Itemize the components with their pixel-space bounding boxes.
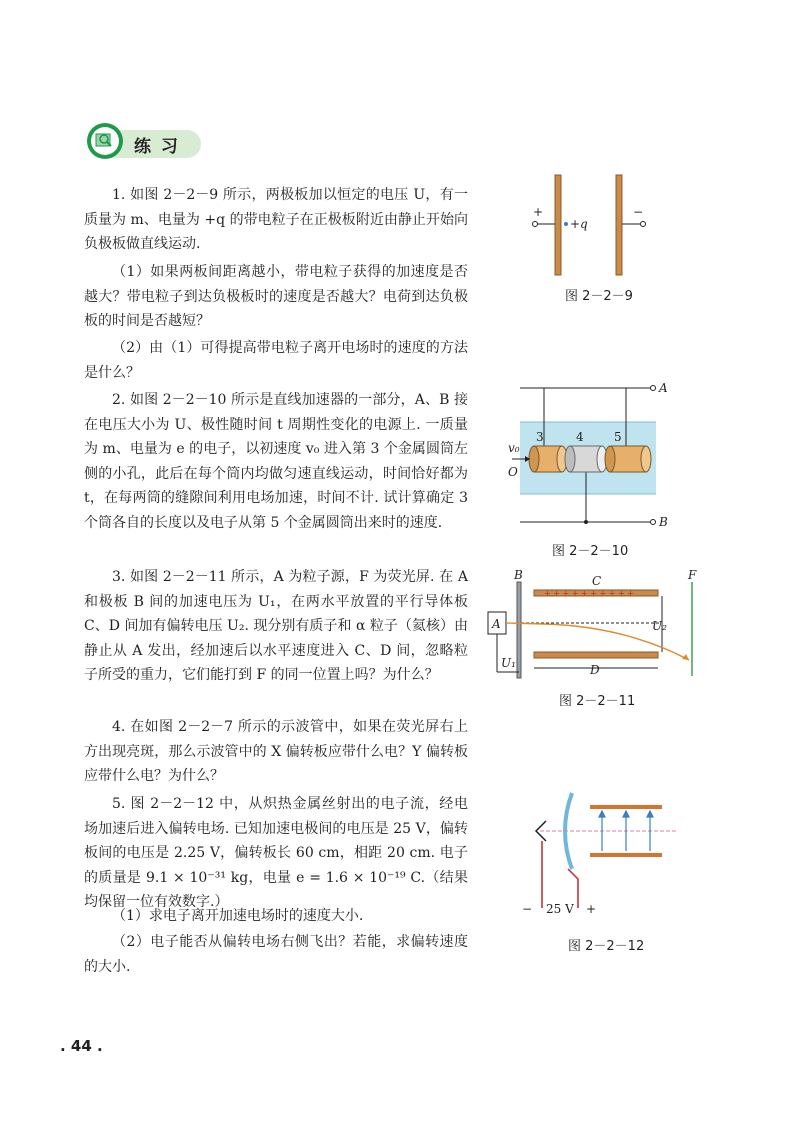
plus-terminal: + (586, 902, 597, 916)
terminal-A: A (659, 381, 668, 395)
caption-2-2-9: 图 2－2－9 (565, 289, 633, 304)
problem-5: 5. 图 2－2－12 中，从炽热金属丝射出的电子流，经电场加速后进入偏转电场. 已知加速电极间的电压是 25 V，偏转板间的电压是 2.25 V，偏转板长 60 cm，相距 20 cm. 电子的质量是 9.1 × 10⁻³¹ kg，电量 e = 1.6 × 10⁻¹⁹ C.（结果均保留一位有效数字.） (84, 796, 468, 911)
plate-C-charges: + + + + + + + + + + (544, 589, 634, 598)
label-D: D (590, 663, 600, 677)
negative-plate (616, 175, 622, 275)
cylinder-4 (565, 446, 607, 472)
figure-2-2-9 (525, 170, 675, 280)
caption-2-2-11: 图 2－2－11 (559, 694, 636, 709)
exercise-header (86, 120, 201, 162)
label-B: B (514, 568, 523, 582)
deflection-plate-top (590, 805, 662, 809)
cylinder-5 (605, 446, 651, 472)
label-A: A (492, 617, 501, 631)
figure-2-2-12 (510, 783, 690, 923)
figure-2-2-10 (500, 378, 680, 538)
problem-3: 3. 如图 2－2－11 所示，A 为粒子源，F 为荧光屏. 在 A 和极板 B 间的加速电压为 U₁，在两水平放置的平行导体板 C、D 间加有偏转电压 U₂. 现分别有质子和 α 粒子（氦核）由静止从 A 发出，经加速后以水平速度进入 C、D 间，忽略粒子所受的重力，它们能打到 F 的同一位置上吗？为什么？ (84, 569, 468, 684)
O-label: O (508, 465, 518, 479)
v0-label: v₀ (508, 441, 520, 455)
label-U2: U₂ (652, 619, 667, 633)
label-F: F (688, 568, 697, 582)
minus-terminal: − (522, 902, 533, 916)
positive-plate (555, 175, 561, 275)
cylinder-3 (529, 446, 567, 472)
plus-sign: + (533, 205, 544, 219)
deflection-plate-bottom (590, 853, 662, 857)
page-number: . 44 . (60, 1037, 103, 1055)
magnifier-icon (86, 122, 124, 160)
plate-D (534, 652, 658, 658)
charge-label: +q (570, 217, 588, 231)
problem-5-part-2: （2）电子能否从偏转电场右侧飞出？若能，求偏转速度的大小. (84, 934, 468, 975)
problem-4: 4. 在如图 2－2－7 所示的示波管中，如果在荧光屏右上方出现亮斑，那么示波管中的 X 偏转板应带什么电？Y 偏转板应带什么电？为什么？ (84, 719, 468, 785)
problem-1: 1. 如图 2－2－9 所示，两极板加以恒定的电压 U，有一质量为 m、电量为 +q 的带电粒子在正极板附近由静止开始向负极板做直线运动. (84, 187, 468, 253)
label-U1: U₁ (501, 656, 516, 670)
label-3: 3 (536, 430, 544, 444)
caption-2-2-10: 图 2－2－10 (552, 544, 629, 559)
figure-2-2-11 (484, 568, 704, 680)
label-4: 4 (576, 430, 584, 444)
terminal-B: B (659, 515, 668, 529)
voltage-label: 25 V (546, 902, 574, 916)
problem-1-part-2: （2）由（1）可得提高带电粒子离开电场时的速度的方法是什么？ (84, 340, 468, 381)
charged-particle (564, 222, 568, 226)
label-C: C (592, 574, 602, 588)
caption-2-2-12: 图 2－2－12 (568, 939, 645, 954)
label-5: 5 (614, 430, 622, 444)
plate-B (517, 582, 521, 678)
problem-1-part-1: （1）如果两板间距离越小，带电粒子获得的加速度是否越大？带电粒子到达负极板时的速度是否越大？电荷到达负极板的时间是否越短？ (84, 264, 468, 330)
problem-2: 2. 如图 2－2－10 所示是直线加速器的一部分，A、B 接在电压大小为 U、极性随时间 t 周期性变化的电源上. 一质量为 m、电量为 e 的电子，以初速度 v₀ 进入第 3 个金属圆筒左侧的小孔，此后在每个筒内均做匀速直线运动，时间恰好都为 t，在每两筒的缝隙间利用电场加速，时间不计. 试计算确定 3 个筒各自的长度以及电子从第 5 个金属圆筒出来时的速度. (84, 392, 468, 531)
problem-5-part-1: （1）求电子离开加速电场时的速度大小. (112, 908, 364, 924)
exercise-title: 练 习 (134, 137, 180, 157)
minus-sign: − (633, 205, 644, 219)
